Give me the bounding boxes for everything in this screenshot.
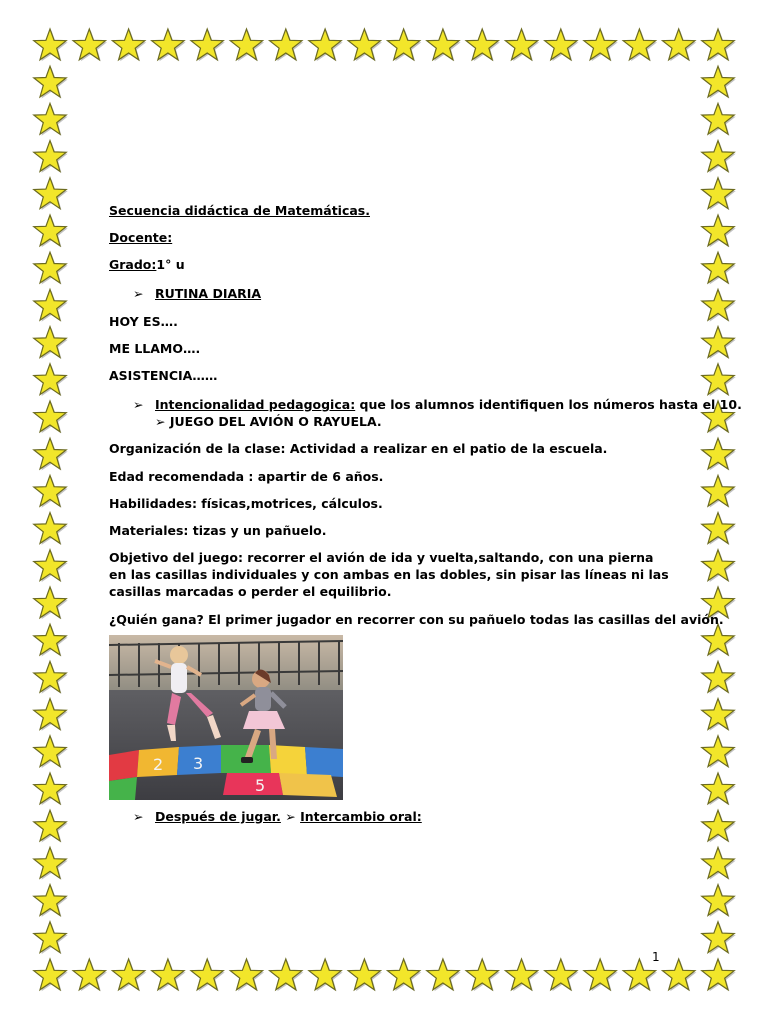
star-icon [152,959,186,991]
star-icon [191,959,225,991]
star-icon [34,401,68,433]
star-icon [388,959,422,991]
star-icon [34,847,68,879]
star-icon [34,66,68,98]
star-icon [34,699,68,731]
document-title: Secuencia didáctica de Matemáticas. [109,203,370,218]
habilidades: Habilidades: físicas,motrices, cálculos. [109,496,383,511]
star-icon [152,29,186,61]
grado-label: Grado: [109,257,157,272]
star-icon [388,29,422,61]
star-icon [702,327,736,359]
star-icon [348,959,382,991]
star-icon [466,959,500,991]
page-number: 1 [652,950,660,964]
star-icon [663,29,697,61]
star-icon [270,959,304,991]
me-llamo: ME LLAMO…. [109,341,201,356]
star-icon [702,178,736,210]
organizacion: Organización de la clase: Actividad a realizar en el patio de la escuela. [109,441,608,456]
juego-title: ➢ JUEGO DEL AVIÓN O RAYUELA. [155,414,382,429]
star-icon [702,847,736,879]
star-icon [34,252,68,284]
star-icon [702,959,736,991]
rutina-label: RUTINA DIARIA [155,286,262,301]
grado-value: 1° u [156,257,185,272]
edad: Edad recomendada : apartir de 6 años. [109,469,384,484]
star-icon [702,29,736,61]
star-icon [702,810,736,842]
star-icon [34,327,68,359]
star-icon [702,141,736,173]
materiales: Materiales: tizas y un pañuelo. [109,523,327,538]
star-icon [702,885,736,917]
objetivo: Objetivo del juego: recorrer el avión de ida y vuelta,saltando, con una pierna en las casillas individuales y con ambas en las dobles, sin pisar las líneas ni las casillas marcadas o perder el equilibrio. [109,550,669,599]
star-icon [702,438,736,470]
star-icon [663,959,697,991]
grado-line [109,257,185,272]
hopscotch-number: 3 [193,754,204,773]
star-icon [34,922,68,954]
star-icon [34,550,68,582]
star-icon [702,364,736,396]
star-icon [702,773,736,805]
star-icon [584,29,618,61]
despues-line [155,809,422,824]
star-icon [309,29,343,61]
star-icon [34,587,68,619]
star-icon [427,959,461,991]
bullet-arrow-icon: ➢ [133,809,144,824]
star-icon [270,29,304,61]
intencionalidad-text: que los alumnos identifiquen los números hasta el 10. [355,397,742,412]
star-icon [702,550,736,582]
star-icon [34,215,68,247]
star-icon [34,438,68,470]
star-icon [34,624,68,656]
star-icon [34,29,68,61]
star-icon [702,922,736,954]
star-icon [702,624,736,656]
intencionalidad-label: Intencionalidad pedagogica: [155,397,356,412]
star-icon [34,103,68,135]
star-icon [702,513,736,545]
star-icon [230,959,264,991]
star-icon [702,661,736,693]
star-icon [191,29,225,61]
star-icon [34,885,68,917]
hoy-es: HOY ES…. [109,314,178,329]
hopscotch-number: 5 [255,776,266,795]
asistencia: ASISTENCIA…… [109,368,218,383]
star-icon [466,29,500,61]
star-icon [34,661,68,693]
despues-label: Después de jugar. [155,809,281,824]
quien-gana: ¿Quién gana? El primer jugador en recorrer con su pañuelo todas las casillas del avión. [109,612,724,627]
star-icon [309,959,343,991]
star-icon [702,699,736,731]
star-icon [584,959,618,991]
docente-label: Docente: [109,230,173,245]
star-icon [230,29,264,61]
star-icon [34,178,68,210]
intercambio-label: Intercambio oral: [300,809,422,824]
star-icon [348,29,382,61]
star-icon [112,29,146,61]
star-icon [34,959,68,991]
star-icon [34,513,68,545]
bullet-arrow-icon: ➢ [133,286,144,301]
intencionalidad-line [155,397,742,412]
star-icon [702,475,736,507]
star-icon [427,29,461,61]
star-icon [34,773,68,805]
star-icon [505,29,539,61]
star-icon [505,959,539,991]
star-icon [702,103,736,135]
hopscotch-photo [109,635,343,800]
star-icon [702,252,736,284]
star-icon [702,66,736,98]
star-icon [34,810,68,842]
star-icon [545,959,579,991]
star-icon [34,475,68,507]
bullet-arrow-icon: ➢ [133,397,144,412]
star-icon [34,289,68,321]
star-icon [34,141,68,173]
star-icon [73,29,107,61]
star-icon [702,215,736,247]
star-icon [702,289,736,321]
star-icon [34,364,68,396]
star-icon [702,736,736,768]
despues-arrow: ➢ [280,809,301,824]
star-icon [112,959,146,991]
star-icon [34,736,68,768]
star-icon [73,959,107,991]
star-icon [545,29,579,61]
star-icon [623,29,657,61]
hopscotch-number: 2 [153,755,164,774]
